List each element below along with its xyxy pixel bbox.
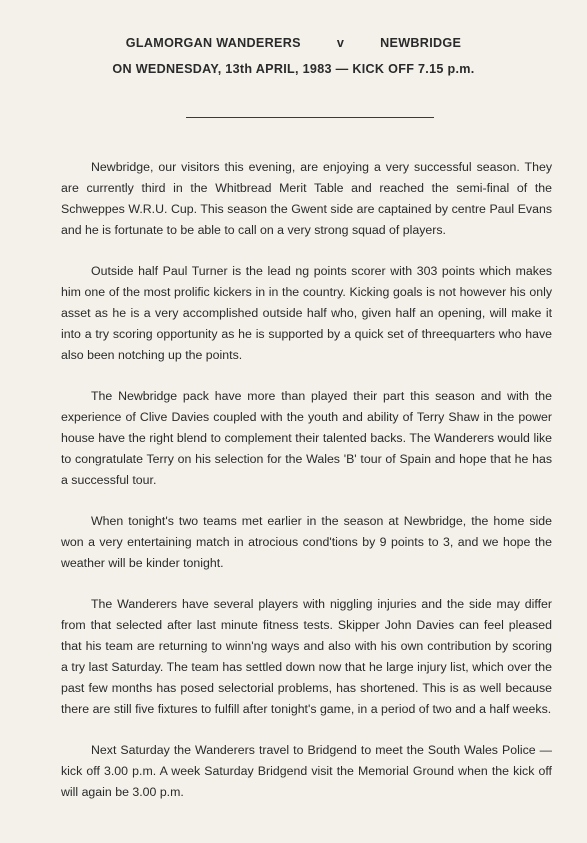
paragraph-intro: Newbridge, our visitors this evening, are enjoying a very successful season. They are currently third in the Whitbread Merit Table and reached the semi-final of the Schweppes W.R.U. Cup. This season the Gwent side are captained by centre Paul Evans and he is fortunate to be able to call on a very strong squad of players. <box>61 160 552 237</box>
article-body <box>61 157 552 823</box>
paragraph-outside-half: Outside half Paul Turner is the lead ng points scorer with 303 points which makes him one of the most prolific kickers in in the country. Kicking goals is not however his only asset as he is a very accomplished outside half who, given half an opening, will make it into a try scoring opportunity as he is supported by a quick set of threequarters who have also been notching up the points. <box>61 264 552 362</box>
paragraph-previous-meeting: When tonight's two teams met earlier in the season at Newbridge, the home side won a very entertaining match in atrocious cond'tions by 9 points to 3, and we hope the weather will be kinder tonight. <box>61 514 552 570</box>
fixture-date-line: ON WEDNESDAY, 13th APRIL, 1983 — KICK OFF 7.15 p.m. <box>112 62 475 76</box>
fixture-title <box>0 35 587 51</box>
away-team-name: NEWBRIDGE <box>380 36 462 50</box>
home-team-name: GLAMORGAN WANDERERS <box>125 36 301 50</box>
versus-label: v <box>336 36 345 50</box>
header-divider <box>186 117 434 118</box>
paragraph-injuries: The Wanderers have several players with niggling injuries and the side may differ from that selected after last minute fitness tests. Skipper John Davies can feel pleased that his team are returning to winn'ng ways and also with his own contribution by scoring a try last Saturday. The team has settled down now that he large injury list, which over the past few months has posed selectorial problems, has shortened. This is as well because there are still five fixtures to fulfill after tonight's game, in a period of two and a half weeks. <box>61 597 552 716</box>
paragraph-next-fixtures: Next Saturday the Wanderers travel to Bridgend to meet the South Wales Police — kick off 3.00 p.m. A week Saturday Bridgend visit the Memorial Ground when the kick off will again be 3.00 p.m. <box>61 743 552 799</box>
paragraph-pack: The Newbridge pack have more than played their part this season and with the experience of Clive Davies coupled with the youth and ability of Terry Shaw in the power house have the right blend to complement their talented backs. The Wanderers would like to congratulate Terry on his selection for the Wales 'B' tour of Spain and hope that he has a successful tour. <box>61 389 552 487</box>
